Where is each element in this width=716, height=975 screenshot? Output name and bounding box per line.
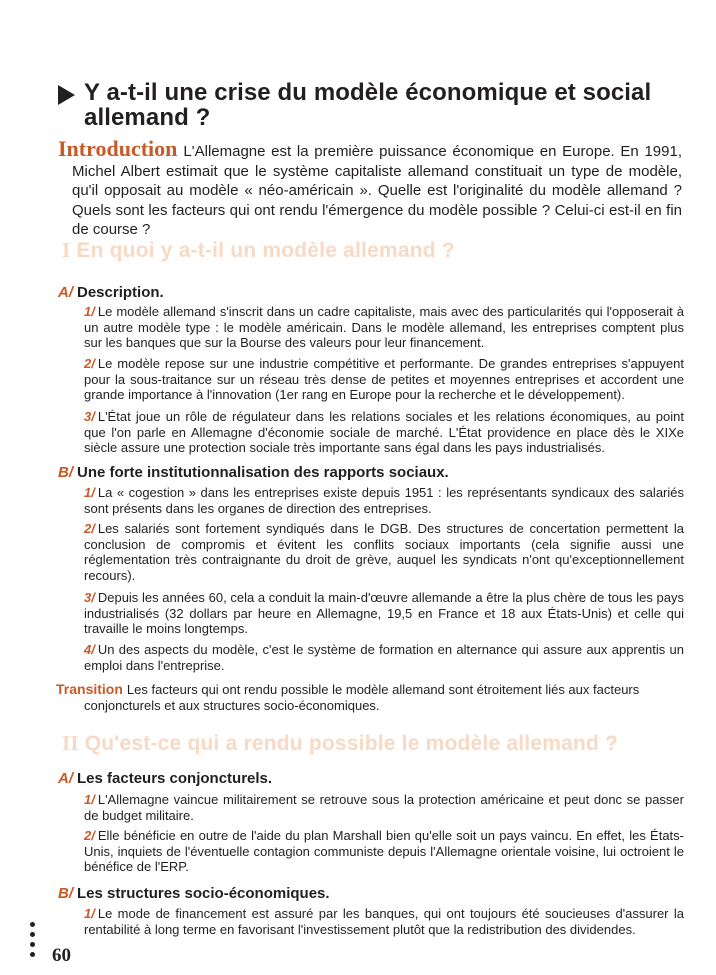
introduction-text: L'Allemagne est la première puissance économique en Europe. En 1991, Michel Albert estimait que le système capitaliste allemand constituait un type de modèle, qu'il opposait au modèle « néo-américain ». Quelle est l'originalité du modèle allemand ? Quels sont les facteurs qui ont rendu l'émergence du modèle possible ? Celui-ci est-il en fin de course ? [72,143,682,238]
part-1-heading [62,238,455,263]
item-text: Un des aspects du modèle, c'est le système de formation en alternance qui assure aux apprentis un emploi dans l'entreprise. [84,642,684,673]
section-2a-heading [58,770,272,787]
introduction [58,136,682,240]
section-title: Description. [77,284,164,301]
part-1-roman: I [62,238,71,262]
introduction-label: Introduction [58,136,178,161]
part-2-roman: II [62,731,79,755]
paragraph [84,485,684,516]
section-2b-heading [58,885,330,902]
item-number: 4/ [84,642,95,657]
section-1a-heading [58,284,164,301]
section-letter: A/ [58,284,73,301]
page-number: 60 [52,945,71,966]
paragraph [84,521,684,583]
section-title: Les facteurs conjoncturels. [77,770,273,787]
section-title: Les structures socio-économiques. [77,885,330,902]
item-text: Le modèle repose sur une industrie compétitive et performante. De grandes entreprises s'appuyent pour la sous-traitance sur un réseau très dense de petites et moyennes entreprises et accordent une grande importance à l'innovation (1er rang en Europe pour la recherche et le développement). [84,356,684,402]
section-letter: B/ [58,464,73,481]
dot-icon [30,922,35,927]
title-block [58,80,688,130]
item-text: Les salariés sont fortement syndiqués dans le DGB. Des structures de concertation permettent la conclusion de compromis et évitent les conflits sociaux importants (cela signifie aussi une réglementation très contraignante du droit de grève, auquel les syndicats n'ont qu'exceptionnellement recours). [84,521,684,583]
paragraph [84,792,684,823]
item-number: 1/ [84,485,95,500]
dot-icon [30,942,35,947]
paragraph [84,304,684,351]
transition-text: Les facteurs qui ont rendu possible le modèle allemand sont étroitement liés aux facteurs conjoncturels et aux structures socio-économiques. [84,682,640,713]
transition-label: Transition [56,681,123,697]
section-title: Une forte institutionnalisation des rapports sociaux. [77,464,449,481]
paragraph [84,906,684,937]
paragraph [84,356,684,403]
transition-block [56,682,681,713]
paragraph [84,409,684,456]
page-title: Y a-t-il une crise du modèle économique et social allemand ? [84,79,652,131]
play-triangle-icon [58,85,75,105]
item-number: 3/ [84,409,95,424]
item-number: 1/ [84,792,95,807]
dot-icon [30,932,35,937]
item-text: Depuis les années 60, cela a conduit la main-d'œuvre allemande a être la plus chère de tous les pays industrialisés (32 dollars par heure en Allemagne, 19,5 en France et 18 aux États-Unis) et celle qui travaille le moins longtemps. [84,590,684,636]
section-letter: A/ [58,770,73,787]
part-2-heading [62,731,618,756]
paragraph [84,590,684,637]
item-text: Le modèle allemand s'inscrit dans un cadre capitaliste, mais avec des particularités qui l'opposerait à un autre modèle type : le modèle américain. Dans le modèle allemand, les entreprises comptent plus sur les banques que sur la Bourse des valeurs pour leur financement. [84,304,684,350]
item-number: 2/ [84,356,95,371]
item-text: L'Allemagne vaincue militairement se retrouve sous la protection américaine et peut donc se passer de budget militaire. [84,792,684,823]
paragraph [84,828,684,875]
item-text: La « cogestion » dans les entreprises existe depuis 1951 : les représentants syndicaux des salariés sont présents dans les organes de direction des entreprises. [84,485,684,516]
section-letter: B/ [58,885,73,902]
item-number: 3/ [84,590,95,605]
item-number: 2/ [84,828,95,843]
item-text: Le mode de financement est assuré par les banques, qui ont toujours été soucieuses d'assurer la rentabilité à long terme en favorisant l'investissement plutôt que la redistribution des dividendes. [84,906,684,937]
item-number: 1/ [84,906,95,921]
margin-dots [30,922,35,962]
paragraph [84,642,684,673]
item-text: Elle bénéficie en outre de l'aide du plan Marshall bien qu'elle soit un pays vaincu. En effet, les États-Unis, inquiets de l'éventuelle contagion communiste depuis l'Allemagne orientale voisine, lui octroient le bénéfice de l'ERP. [84,828,684,874]
item-text: L'État joue un rôle de régulateur dans les relations sociales et les relations économiques, au point que l'on parle en Allemagne d'économie sociale de marché. L'État providence en place dès le XIXe siècle assure une protection sociale très importante sans égal dans les pays industrialisés. [84,409,684,455]
part-1-title: En quoi y a-t-il un modèle allemand ? [76,239,455,262]
section-1b-heading [58,464,449,481]
dot-icon [30,952,35,957]
part-2-title: Qu'est-ce qui a rendu possible le modèle allemand ? [84,732,619,755]
item-number: 2/ [84,521,95,536]
item-number: 1/ [84,304,95,319]
